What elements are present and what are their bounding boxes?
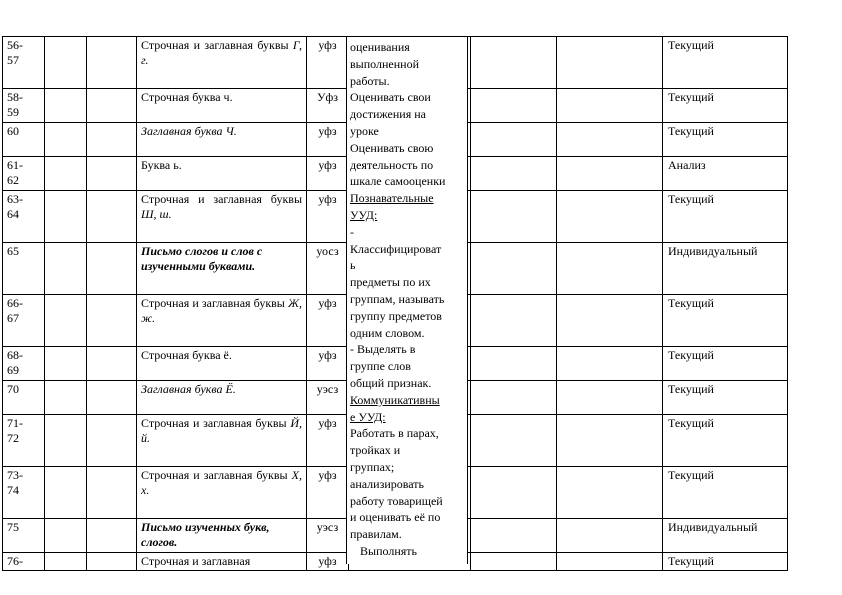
lesson-type-cell — [307, 37, 349, 89]
lesson-number: 73- 74 — [7, 468, 23, 497]
uud-line: группам, называть — [350, 291, 445, 306]
uud-line: общий признак. — [350, 375, 432, 390]
uud-line: деятельность по — [350, 157, 434, 172]
control-form-cell — [663, 415, 788, 467]
lesson-topic-text: Ж, ж. — [141, 296, 302, 325]
date-cell — [87, 295, 137, 347]
lesson-type: уфз — [318, 192, 337, 206]
date-cell — [87, 37, 137, 89]
lesson-topic-text: Строчная и заглавная — [141, 554, 251, 568]
lesson-number: 76- — [7, 554, 23, 568]
lesson-number: 75 — [7, 520, 19, 534]
control-form-cell — [663, 123, 788, 157]
date-cell — [45, 243, 87, 295]
empty-cell — [471, 89, 557, 123]
lesson-type: уфз — [318, 38, 337, 52]
control-form-cell — [663, 381, 788, 415]
uud-line: УУД: — [350, 207, 378, 222]
date-cell — [87, 157, 137, 191]
lesson-type-cell — [307, 157, 349, 191]
uud-line: одним словом. — [350, 325, 425, 340]
lesson-type-cell — [307, 381, 349, 415]
lesson-topic-text: Х, х. — [141, 468, 302, 497]
lesson-topic-cell — [137, 467, 307, 519]
empty-cell — [557, 37, 663, 89]
uud-line: ь — [350, 258, 356, 273]
uud-line: работы. — [350, 73, 390, 88]
empty-cell — [557, 243, 663, 295]
empty-cell — [471, 347, 557, 381]
control-form: Текущий — [668, 192, 714, 206]
lesson-type: уфз — [318, 124, 337, 138]
empty-cell — [557, 295, 663, 347]
lesson-topic-cell — [137, 243, 307, 295]
date-cell — [87, 467, 137, 519]
lesson-topic-cell — [137, 519, 307, 553]
control-form: Текущий — [668, 382, 714, 396]
lesson-topic-cell — [137, 123, 307, 157]
lesson-number: 71- 72 — [7, 416, 23, 445]
uud-line: группе слов — [350, 359, 411, 374]
date-cell — [45, 553, 87, 571]
empty-cell — [471, 467, 557, 519]
empty-cell — [471, 553, 557, 571]
empty-cell — [557, 415, 663, 467]
lesson-number-cell — [3, 243, 45, 295]
lesson-number-cell — [3, 191, 45, 243]
date-cell — [45, 157, 87, 191]
lesson-topic-text: Письмо изученных букв, слогов. — [141, 520, 270, 549]
lesson-topic-text: Строчная и заглавная буквы — [141, 38, 293, 52]
empty-cell — [557, 347, 663, 381]
lesson-type: уфз — [318, 554, 337, 568]
date-cell — [45, 295, 87, 347]
control-form-cell — [663, 467, 788, 519]
uud-line: е УУД: — [350, 409, 386, 424]
uud-description-cell — [346, 36, 468, 564]
lesson-topic-text: Ш, ш. — [141, 207, 172, 221]
lesson-topic-cell — [137, 347, 307, 381]
uud-line: достижения на — [350, 107, 426, 122]
control-form: Индивидуальный — [668, 244, 758, 258]
date-cell — [45, 381, 87, 415]
date-cell — [87, 123, 137, 157]
date-cell — [87, 347, 137, 381]
lesson-type-cell — [307, 519, 349, 553]
lesson-number-cell — [3, 415, 45, 467]
uud-line: Работать в парах, — [350, 426, 439, 441]
lesson-type: уфз — [318, 468, 337, 482]
control-form: Текущий — [668, 468, 714, 482]
uud-line: анализировать — [350, 476, 424, 491]
lesson-topic-text: Заглавная буква Ч. — [141, 124, 237, 138]
lesson-topic-text: Заглавная буква Ё. — [141, 382, 236, 396]
uud-line: тройках и — [350, 443, 401, 458]
date-cell — [87, 89, 137, 123]
control-form: Анализ — [668, 158, 706, 172]
lesson-topic-text: Строчная и заглавная буквы — [141, 468, 292, 482]
empty-cell — [557, 123, 663, 157]
lesson-topic-cell — [137, 37, 307, 89]
date-cell — [45, 89, 87, 123]
date-cell — [45, 37, 87, 89]
uud-line: Оценивать свои — [350, 90, 431, 105]
empty-cell — [471, 519, 557, 553]
control-form-cell — [663, 347, 788, 381]
lesson-topic-cell — [137, 191, 307, 243]
empty-cell — [471, 157, 557, 191]
lesson-number-cell — [3, 295, 45, 347]
empty-cell — [557, 89, 663, 123]
lesson-type: уэсз — [316, 382, 339, 396]
empty-cell — [557, 519, 663, 553]
date-cell — [45, 415, 87, 467]
lesson-type: уэсз — [316, 520, 339, 534]
lesson-number: 60 — [7, 124, 19, 138]
lesson-topic-text: Буква ь. — [141, 158, 182, 172]
lesson-type: Уфз — [316, 90, 338, 104]
lesson-type: уфз — [318, 416, 337, 430]
lesson-topic-text: Строчная буква ё. — [141, 348, 232, 362]
control-form-cell — [663, 553, 788, 571]
uud-line: Классифицироват — [350, 241, 442, 256]
lesson-number-cell — [3, 37, 45, 89]
empty-cell — [471, 295, 557, 347]
lesson-topic-cell — [137, 157, 307, 191]
lesson-number: 66- 67 — [7, 296, 23, 325]
lesson-type-cell — [307, 243, 349, 295]
lesson-number-cell — [3, 467, 45, 519]
lesson-topic-cell — [137, 381, 307, 415]
lesson-topic-text: Письмо слогов и слов с изученными буквами. — [141, 244, 263, 273]
control-form: Текущий — [668, 90, 714, 104]
lesson-type-cell — [307, 295, 349, 347]
lesson-number-cell — [3, 553, 45, 571]
lesson-number-cell — [3, 381, 45, 415]
date-cell — [45, 347, 87, 381]
uud-line: группу предметов — [350, 308, 442, 323]
lesson-type-cell — [307, 553, 349, 571]
control-form: Текущий — [668, 124, 714, 138]
uud-line: и оценивать её по — [350, 510, 441, 525]
lesson-topic-cell — [137, 415, 307, 467]
control-form-cell — [663, 89, 788, 123]
lesson-number-cell — [3, 347, 45, 381]
control-form: Текущий — [668, 348, 714, 362]
lesson-topic-cell — [137, 553, 307, 571]
lesson-type-cell — [307, 467, 349, 519]
date-cell — [45, 123, 87, 157]
control-form: Текущий — [668, 296, 714, 310]
control-form-cell — [663, 519, 788, 553]
date-cell — [87, 381, 137, 415]
lesson-type-cell — [307, 191, 349, 243]
date-cell — [87, 519, 137, 553]
uud-line: выполненной — [350, 56, 419, 71]
lesson-number: 65 — [7, 244, 19, 258]
date-cell — [87, 243, 137, 295]
lesson-type-cell — [307, 347, 349, 381]
uud-line: Оценивать свою — [350, 140, 434, 155]
lesson-number-cell — [3, 157, 45, 191]
uud-line: - Выделять в — [350, 342, 416, 357]
lesson-number: 63- 64 — [7, 192, 23, 221]
date-cell — [87, 415, 137, 467]
lesson-type-cell — [307, 89, 349, 123]
empty-cell — [471, 243, 557, 295]
uud-line: - — [350, 224, 354, 239]
uud-line: правилам. — [350, 527, 402, 542]
lesson-number: 61- 62 — [7, 158, 23, 187]
lesson-topic-text: Строчная и заглавная буквы — [141, 296, 288, 310]
control-form: Текущий — [668, 554, 714, 568]
lesson-type-cell — [307, 415, 349, 467]
uud-line: Коммуникативны — [350, 392, 440, 407]
control-form: Текущий — [668, 38, 714, 52]
lesson-topic-cell — [137, 89, 307, 123]
uud-line: группах; — [350, 459, 395, 474]
empty-cell — [557, 191, 663, 243]
lesson-number: 70 — [7, 382, 19, 396]
uud-line: предметы по их — [350, 275, 431, 290]
uud-line: Познавательные — [350, 191, 434, 206]
empty-cell — [471, 415, 557, 467]
empty-cell — [557, 381, 663, 415]
lesson-type-cell — [307, 123, 349, 157]
empty-cell — [471, 123, 557, 157]
lesson-number: 58- 59 — [7, 90, 23, 119]
lesson-number: 56- 57 — [7, 38, 23, 67]
date-cell — [87, 553, 137, 571]
lesson-topic-text: Строчная и заглавная буквы — [141, 416, 291, 430]
lesson-topic-text: Строчная буква ч. — [141, 90, 233, 104]
lesson-type: уфз — [318, 348, 337, 362]
empty-cell — [557, 467, 663, 519]
empty-cell — [471, 191, 557, 243]
control-form-cell — [663, 243, 788, 295]
lesson-number: 68- 69 — [7, 348, 23, 377]
control-form-cell — [663, 191, 788, 243]
lesson-type: уфз — [318, 158, 337, 172]
lesson-type: уфз — [318, 296, 337, 310]
uud-line: оценивания — [350, 40, 410, 54]
empty-cell — [557, 157, 663, 191]
control-form-cell — [663, 37, 788, 89]
empty-cell — [557, 553, 663, 571]
empty-cell — [471, 37, 557, 89]
lesson-number-cell — [3, 519, 45, 553]
date-cell — [45, 191, 87, 243]
empty-cell — [471, 381, 557, 415]
control-form-cell — [663, 295, 788, 347]
uud-line: Выполнять — [360, 543, 417, 558]
control-form: Текущий — [668, 416, 714, 430]
lesson-topic-text: Й, й. — [141, 416, 302, 445]
uud-line: работу товарищей — [350, 493, 443, 508]
control-form-cell — [663, 157, 788, 191]
lesson-topic-text: Г, г. — [141, 38, 302, 67]
date-cell — [45, 519, 87, 553]
lesson-number-cell — [3, 123, 45, 157]
date-cell — [87, 191, 137, 243]
uud-line: уроке — [350, 123, 379, 138]
control-form: Индивидуальный — [668, 520, 758, 534]
lesson-topic-cell — [137, 295, 307, 347]
date-cell — [45, 467, 87, 519]
lesson-number-cell — [3, 89, 45, 123]
lesson-type: уосз — [316, 244, 339, 258]
lesson-topic-text: Строчная и заглавная буквы — [141, 192, 302, 206]
uud-line: шкале самооценки — [350, 174, 446, 189]
